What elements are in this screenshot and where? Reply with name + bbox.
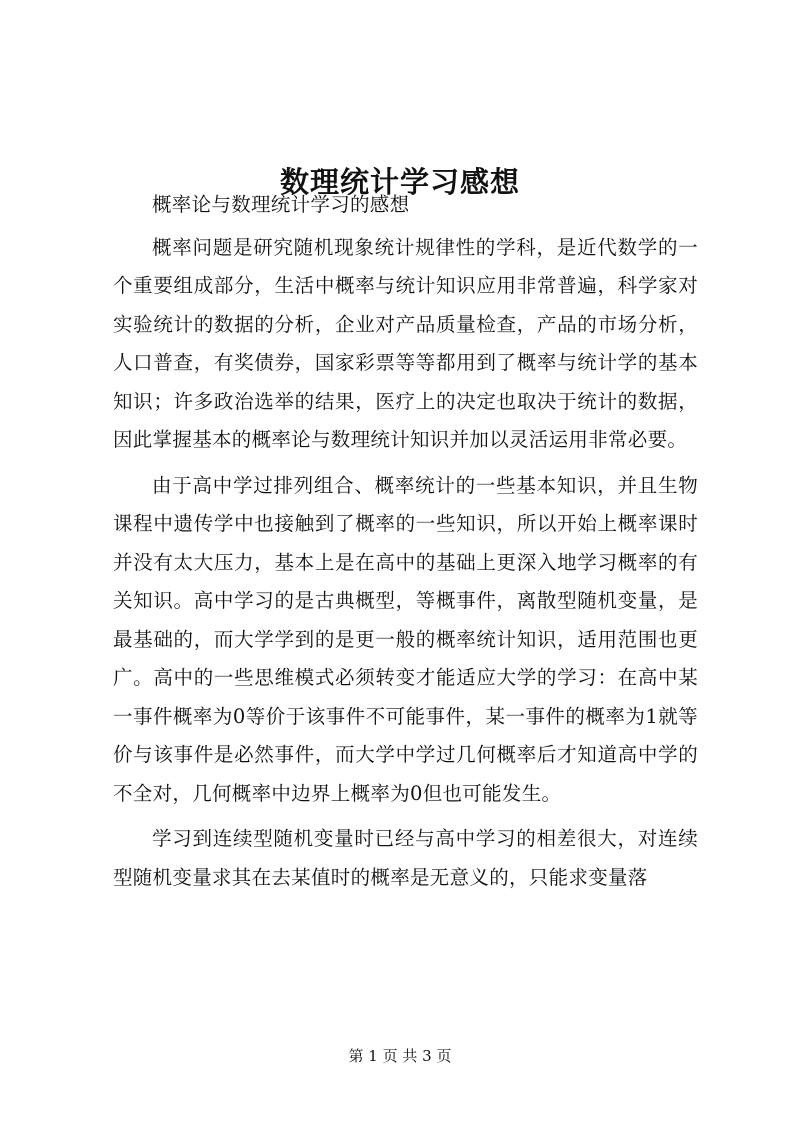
document-title: 数理统计学习感想 (279, 165, 520, 200)
body-paragraph-3: 学习到连续型随机变量时已经与高中学习的相差很大，对连续型随机变量求其在去某值时的概率是无意义的，只能求变量落 (113, 827, 698, 889)
page-number-footer: 第 1 页 共 3 页 (348, 1047, 452, 1065)
document-body (113, 186, 698, 904)
subtitle-paragraph: 概率论与数理统计学习的感想 (152, 193, 410, 216)
body-paragraph-2: 由于高中学过排列组合、概率统计的一些基本知识，并且生物课程中遗传学中也接触到了概率的一些知识，所以开始上概率课时并没有太大压力，基本上是在高中的基础上更深入地学习概率的有关知识。高中学习的是古典概型，等概事件，离散型随机变量，是最基础的，而大学学到的是更一般的概率统计知识，适用范围也更广。高中的一些思维模式必须转变才能适应大学的学习：在高中某一事件概率为0等价于该事件不可能事件，某一事件的概率为1就等价与该事件是必然事件，而大学中学过几何概率后才知道高中学的不全对，几何概率中边界上概率为0但也可能发生。 (113, 473, 698, 805)
body-paragraph-1: 概率问题是研究随机现象统计规律性的学科，是近代数学的一个重要组成部分，生活中概率与统计知识应用非常普遍，科学家对实验统计的数据的分析，企业对产品质量检查，产品的市场分析，人口普查，有奖债券，国家彩票等等都用到了概率与统计学的基本知识；许多政治选举的结果，医疗上的决定也取决于统计的数据，因此掌握基本的概率论与数理统计知识并加以灵活运用非常必要。 (113, 235, 698, 451)
